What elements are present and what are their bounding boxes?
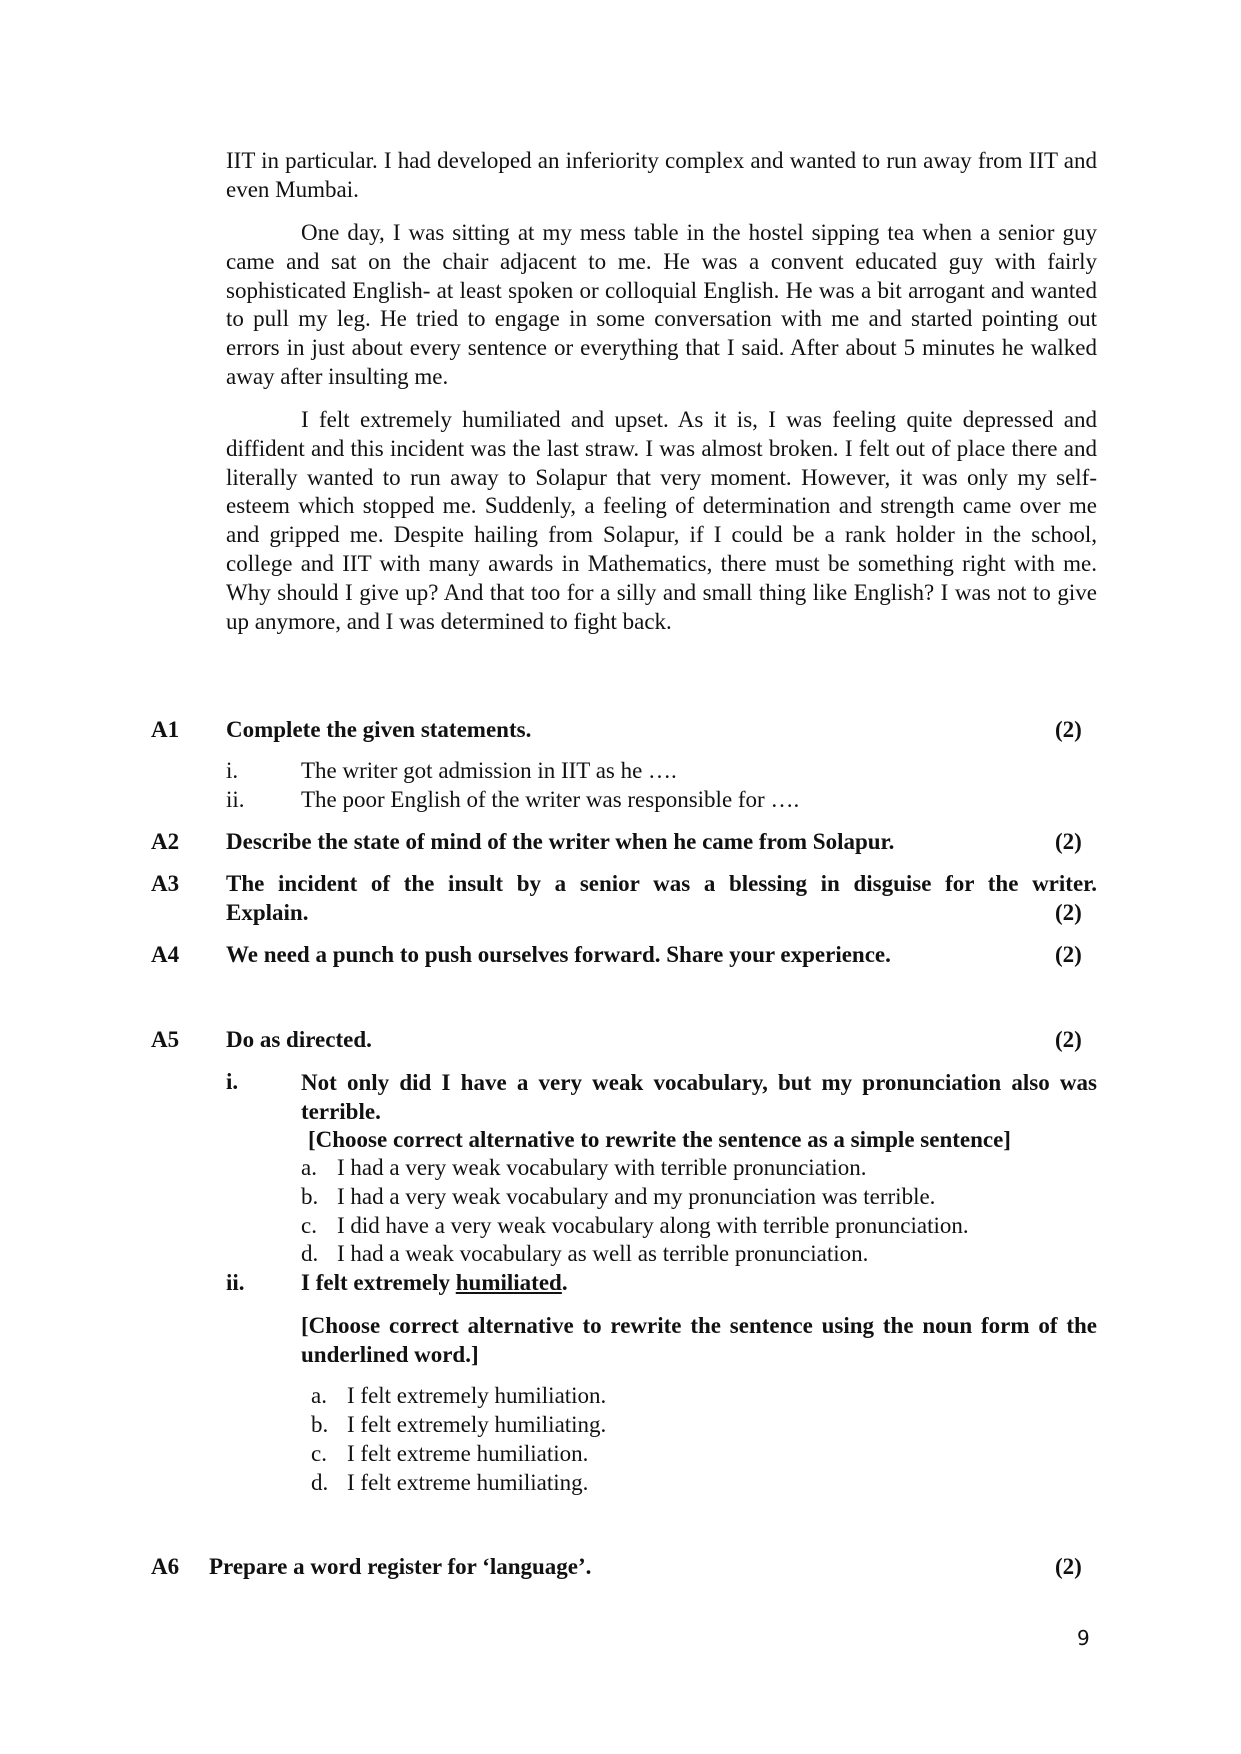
option-text: I had a weak vocabulary as well as terrible pronunciation. [337, 1241, 869, 1266]
a5-ii-sentence [301, 1270, 568, 1296]
a5-ii-instruction: [Choose correct alternative to rewrite the sentence using the noun form of the underlined word.] [301, 1313, 1097, 1367]
option-letter: b. [301, 1184, 319, 1209]
question-label-a4: A4 [151, 942, 180, 967]
marks-a4: (2) [1055, 942, 1082, 967]
a5-i-instruction: [Choose correct alternative to rewrite the sentence as a simple sentence] [308, 1127, 1011, 1152]
question-label-a1: A1 [151, 717, 180, 742]
passage-paragraph-1: IIT in particular. I had developed an inferiority complex and wanted to run away from IIT and even Mumbai. [226, 148, 1097, 202]
question-text-a1: Complete the given statements. [226, 717, 532, 742]
option-letter: c. [301, 1213, 317, 1238]
option-text: I had a very weak vocabulary with terrible pronunciation. [337, 1155, 867, 1180]
question-text-a3-line1: The incident of the insult by a senior was a blessing in disguise for the writer. [226, 871, 1097, 896]
marks-a1: (2) [1055, 717, 1082, 742]
passage-paragraph-2: One day, I was sitting at my mess table in the hostel sipping tea when a senior guy came and sat on the chair adjacent to me. He was a convent educated guy with fairly sophisticated English- at least spoken or colloquial English. He was a bit arrogant and wanted to pull my leg. He tried to engage in some conversation with me and started pointing out errors in just about every sentence or everything that I said. After about 5 minutes he walked away after insulting me. [226, 220, 1097, 389]
a1-item-text: The writer got admission in IIT as he …. [301, 758, 677, 783]
page-number: 9 [1077, 1626, 1090, 1650]
question-label-a3: A3 [151, 871, 180, 896]
marks-a6: (2) [1055, 1554, 1082, 1579]
question-label-a2: A2 [151, 829, 180, 854]
question-text-a3-line2: Explain. [226, 900, 309, 925]
marks-a3: (2) [1055, 900, 1082, 925]
marks-a2: (2) [1055, 829, 1082, 854]
option-text: I felt extremely humiliating. [347, 1412, 607, 1437]
option-text: I did have a very weak vocabulary along with terrible pronunciation. [337, 1213, 969, 1238]
option-text: I had a very weak vocabulary and my pronunciation was terrible. [337, 1184, 936, 1209]
question-label-a6: A6 [151, 1554, 180, 1579]
a5-subquestion-number: i. [226, 1069, 239, 1094]
underlined-word: humiliated [455, 1270, 562, 1295]
option-text: I felt extreme humiliation. [347, 1441, 589, 1466]
a5-ii-sentence-start: I felt extremely [301, 1270, 456, 1295]
passage-paragraph-3: I felt extremely humiliated and upset. As it is, I was feeling quite depressed and diffident and this incident was the last straw. I was almost broken. I felt out of place there and literally wanted to run away to Solapur that very moment. However, it was only my self-esteem which stopped me. Suddenly, a feeling of determination and strength came over me and gripped me. Despite hailing from Solapur, if I could be a rank holder in the school, college and IIT with many awards in Mathematics, there must be something right with me. Why should I give up? And that too for a silly and small thing like English? I was not to give up anymore, and I was determined to fight back. [226, 407, 1097, 634]
marks-a5: (2) [1055, 1027, 1082, 1052]
a5-i-sentence: Not only did I have a very weak vocabulary, but my pronunciation also was terrible. [301, 1070, 1097, 1124]
question-text-a6: Prepare a word register for ‘language’. [209, 1554, 592, 1579]
option-letter: a. [311, 1383, 327, 1408]
option-letter: c. [311, 1441, 327, 1466]
question-label-a5: A5 [151, 1027, 180, 1052]
question-text-a2: Describe the state of mind of the writer when he came from Solapur. [226, 829, 895, 854]
a1-item-number: ii. [226, 787, 245, 812]
option-letter: b. [311, 1412, 329, 1437]
a1-item-text: The poor English of the writer was responsible for …. [301, 787, 800, 812]
option-letter: a. [301, 1155, 317, 1180]
question-text-a4: We need a punch to push ourselves forward. Share your experience. [226, 942, 891, 967]
a5-ii-sentence-end: . [561, 1270, 568, 1295]
option-letter: d. [311, 1470, 329, 1495]
a5-subquestion-number: ii. [226, 1270, 245, 1295]
option-text: I felt extreme humiliating. [347, 1470, 589, 1495]
question-text-a5: Do as directed. [226, 1027, 372, 1052]
a1-item-number: i. [226, 758, 239, 783]
option-letter: d. [301, 1241, 319, 1266]
option-text: I felt extremely humiliation. [347, 1383, 607, 1408]
